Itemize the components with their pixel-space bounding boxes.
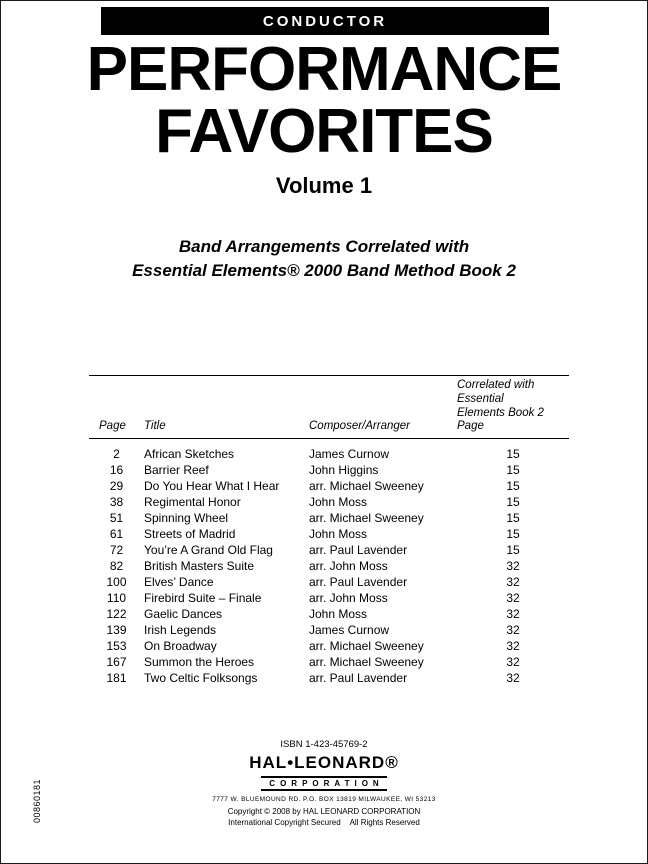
toc-ee-page: 32: [506, 623, 520, 638]
table-row: [89, 510, 569, 526]
toc-composer: arr. Michael Sweeney: [309, 511, 424, 526]
toc-page-number: 61: [109, 527, 124, 542]
toc-composer: arr. Michael Sweeney: [309, 639, 424, 654]
toc-title: Streets of Madrid: [144, 527, 236, 542]
toc-title: Two Celtic Folksongs: [144, 671, 258, 686]
toc-title: African Sketches: [144, 447, 235, 462]
toc-page-number: 139: [106, 623, 127, 638]
table-row: [89, 670, 569, 686]
toc-composer: James Curnow: [309, 447, 390, 462]
toc-title: Irish Legends: [144, 623, 217, 638]
toc-composer: arr. Michael Sweeney: [309, 655, 424, 670]
toc-page-number: 72: [109, 543, 124, 558]
table-row: [89, 622, 569, 638]
toc-ee-page: 32: [506, 591, 520, 606]
toc-composer: arr. Michael Sweeney: [309, 479, 424, 494]
header-correlated: [457, 379, 569, 434]
table-row: [89, 654, 569, 670]
toc-page-number: 122: [106, 607, 127, 622]
toc-composer: John Moss: [309, 495, 368, 510]
toc-composer: arr. Paul Lavender: [309, 671, 408, 686]
toc-title: Elves’ Dance: [144, 575, 214, 590]
toc-composer: John Moss: [309, 607, 368, 622]
header-page: Page: [99, 420, 126, 433]
copyright-line1: Copyright © 2008 by HAL LEONARD CORPORATION: [227, 807, 421, 816]
toc-page-number: 167: [106, 655, 127, 670]
toc-ee-page: 15: [506, 543, 520, 558]
toc-ee-page: 32: [506, 671, 520, 686]
toc-page-number: 82: [109, 559, 124, 574]
conductor-banner-label: CONDUCTOR: [262, 12, 388, 30]
toc-title: Summon the Heroes: [144, 655, 255, 670]
catalog-number: 00860181: [32, 778, 42, 824]
toc-title: Barrier Reef: [144, 463, 209, 478]
table-row: [89, 590, 569, 606]
toc-page-number: 110: [106, 591, 127, 606]
toc-page-number: 38: [109, 495, 124, 510]
table-header-row: [89, 375, 569, 439]
table-row: [89, 462, 569, 478]
conductor-banner: [101, 7, 549, 35]
subtitle: [1, 235, 647, 283]
table-row: [89, 446, 569, 462]
publisher-logo-subtitle: CORPORATION: [261, 776, 386, 791]
page-title-line1: PERFORMANCE: [86, 35, 562, 104]
header-correlated-line1: Correlated with Essential: [457, 379, 535, 405]
toc-page-number: 100: [106, 575, 127, 590]
table-row: [89, 526, 569, 542]
toc-composer: John Higgins: [309, 463, 379, 478]
table-row: [89, 542, 569, 558]
toc-ee-page: 32: [506, 639, 520, 654]
subtitle-line1: Band Arrangements Correlated with: [178, 237, 470, 256]
toc-page-number: 51: [109, 511, 124, 526]
publisher-logo: [1, 753, 647, 791]
publisher-address: 7777 W. BLUEMOUND RD. P.O. BOX 13819 MILWAUKEE, WI 53213: [212, 796, 436, 803]
toc-ee-page: 32: [506, 559, 520, 574]
toc-page-number: 2: [113, 447, 120, 462]
subtitle-line2: Essential Elements® 2000 Band Method Book 2: [132, 260, 516, 280]
toc-page-number: 16: [109, 463, 124, 478]
header-correlated-line2: Elements Book 2 Page: [457, 406, 544, 433]
toc-composer: arr. John Moss: [309, 591, 388, 606]
toc-title: You’re A Grand Old Flag: [144, 543, 273, 558]
table-row: [89, 574, 569, 590]
toc-title: Gaelic Dances: [144, 607, 223, 622]
toc-page-number: 181: [106, 671, 127, 686]
toc-ee-page: 15: [506, 511, 520, 526]
table-of-contents: [89, 375, 569, 686]
copyright-line2: International Copyright Secured All Rights Reserved: [228, 818, 420, 827]
toc-ee-page: 15: [506, 447, 520, 462]
toc-rows: [89, 439, 569, 686]
toc-ee-page: 15: [506, 463, 520, 478]
toc-ee-page: 15: [506, 479, 520, 494]
toc-title: Regimental Honor: [144, 495, 241, 510]
toc-ee-page: 32: [506, 607, 520, 622]
toc-composer: John Moss: [309, 527, 368, 542]
table-row: [89, 638, 569, 654]
toc-ee-page: 32: [506, 655, 520, 670]
toc-page-number: 29: [109, 479, 124, 494]
volume-label: Volume 1: [275, 173, 373, 198]
toc-composer: James Curnow: [309, 623, 390, 638]
toc-title: Do You Hear What I Hear: [144, 479, 280, 494]
header-title: Title: [144, 420, 166, 433]
header-composer: Composer/Arranger: [309, 420, 410, 433]
toc-page-number: 153: [106, 639, 127, 654]
toc-ee-page: 15: [506, 527, 520, 542]
toc-ee-page: 32: [506, 575, 520, 590]
toc-composer: arr. Paul Lavender: [309, 575, 408, 590]
toc-title: British Masters Suite: [144, 559, 255, 574]
table-row: [89, 478, 569, 494]
page-title-line2: FAVORITES: [155, 97, 493, 166]
toc-composer: arr. Paul Lavender: [309, 543, 408, 558]
table-row: [89, 494, 569, 510]
publisher-logo-name: HAL•LEONARD®: [249, 753, 399, 772]
toc-title: On Broadway: [144, 639, 217, 654]
toc-title: Firebird Suite – Finale: [144, 591, 262, 606]
toc-composer: arr. John Moss: [309, 559, 388, 574]
page-title: [1, 35, 647, 166]
table-row: [89, 606, 569, 622]
toc-ee-page: 15: [506, 495, 520, 510]
toc-title: Spinning Wheel: [144, 511, 229, 526]
table-row: [89, 558, 569, 574]
isbn: ISBN 1-423-45769-2: [280, 739, 368, 750]
